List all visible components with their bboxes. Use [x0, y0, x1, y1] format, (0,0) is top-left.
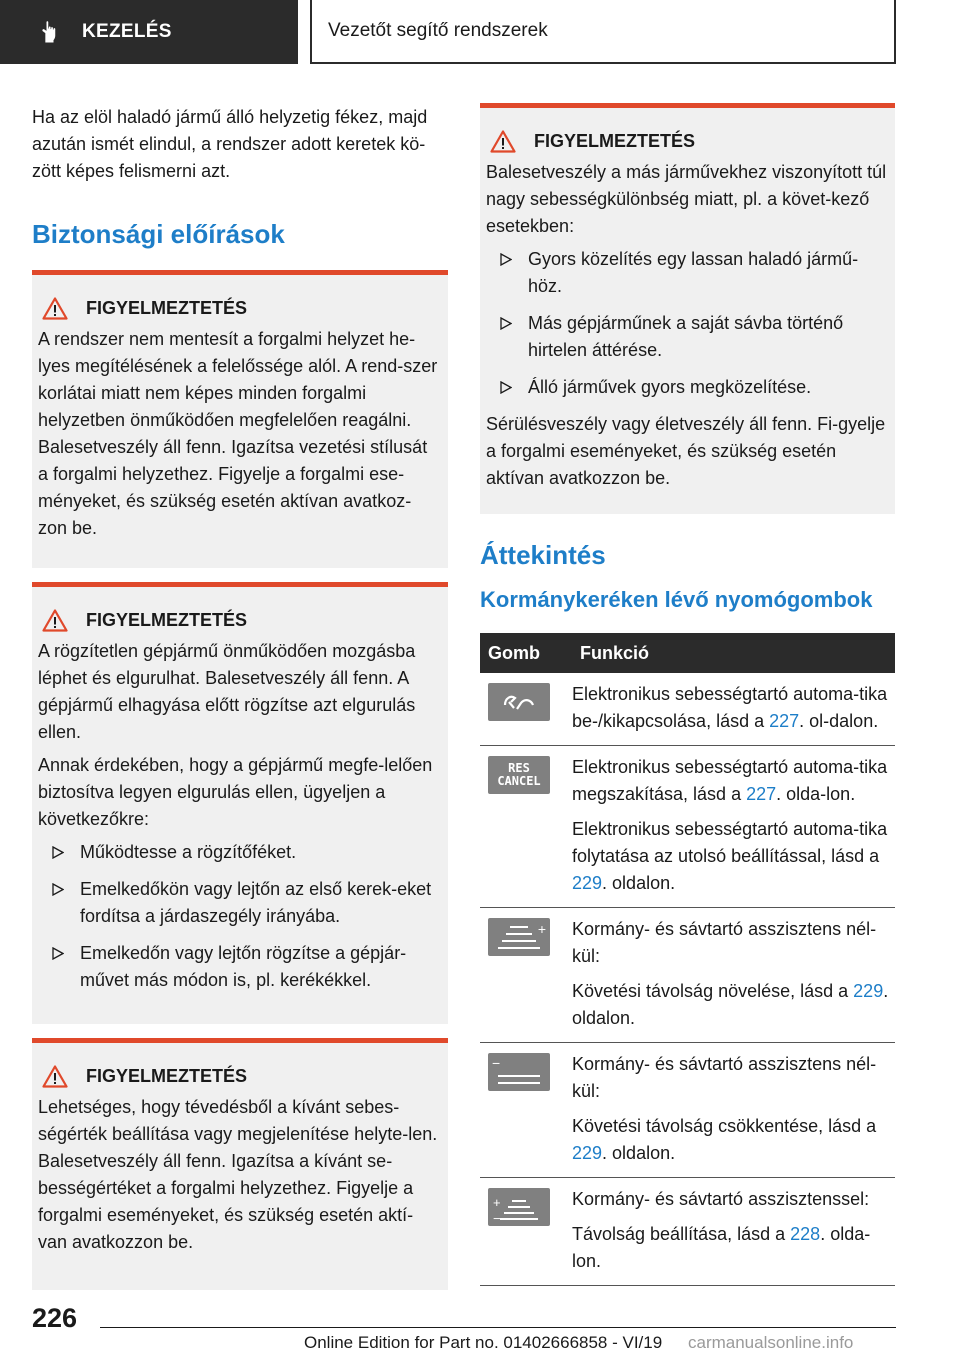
chapter-header	[310, 0, 896, 64]
list-item: Működtesse a rögzítőféket.	[38, 839, 440, 866]
warning-box-3	[32, 1038, 448, 1290]
chapter-title: Vezetőt segítő rendszerek	[328, 20, 548, 41]
triangle-bullet-icon	[500, 253, 512, 266]
warning-title	[38, 297, 440, 320]
warning-text: Annak érdekében, hogy a gépjármű megfe-lelően biztosítva legyen elgurulás ellen, ügyeljen a következőkre:	[38, 755, 433, 829]
warning-triangle-icon	[42, 609, 68, 632]
distance-plus-icon: +	[488, 918, 550, 956]
function-text: Távolság beállítása, lásd a 228. olda-lon.	[572, 1224, 871, 1271]
warning-box-4	[480, 103, 895, 514]
distance-minus-icon: −	[488, 1053, 550, 1091]
function-text: Követési távolság növelése, lásd a 229. oldalon.	[572, 981, 889, 1028]
page-link[interactable]: 229	[572, 873, 603, 893]
distance-plus-minus-icon: + −	[488, 1188, 550, 1226]
cruise-control-icon	[488, 683, 550, 721]
warning-triangle-icon	[42, 297, 68, 320]
warning-box-2	[32, 582, 448, 1024]
warning-title	[486, 130, 887, 153]
table-row	[480, 1178, 895, 1286]
table-row	[480, 673, 895, 746]
warning-title-text: FIGYELMEZTETÉS	[534, 131, 696, 151]
overview-heading: Áttekintés	[480, 540, 606, 570]
function-text: Elektronikus sebességtartó automa-tika folytatása az utolsó beállítással, lásd a 229. oldalon.	[572, 819, 888, 893]
warning-triangle-icon	[42, 1065, 68, 1088]
function-text: Kormány- és sávtartó asszisztenssel:	[572, 1189, 870, 1209]
warning-text: Balesetveszély a más járművekhez viszonyított túl nagy sebességkülönbség miatt, pl. a követ-kező esetekben:	[486, 162, 887, 236]
section-title: KEZELÉS	[82, 21, 172, 42]
warning-title-text: FIGYELMEZTETÉS	[86, 610, 248, 630]
page-link[interactable]: 227	[746, 784, 777, 804]
triangle-bullet-icon	[52, 883, 64, 896]
list-item: Más gépjárműnek a saját sávba történő hirtelen áttérése.	[486, 310, 887, 364]
page-link[interactable]: 229	[572, 1143, 603, 1163]
warning-title	[38, 1065, 440, 1088]
page-number: 226	[32, 1303, 78, 1333]
edition-text: Online Edition for Part no. 01402666858 - VI/19	[304, 1333, 663, 1352]
warning-title	[38, 609, 440, 632]
column-header-button: Gomb	[480, 633, 572, 673]
section-tab[interactable]	[0, 0, 298, 64]
table-row	[480, 746, 895, 908]
triangle-bullet-icon	[500, 317, 512, 330]
warning-text: A rendszer nem mentesít a forgalmi helyzet he-lyes megítélésének a felelőssége alól. A rend-szer korlátai miatt nem képes minden forgalmi helyzetben önműködően megfelelően reagálni. Balesetveszély áll fenn. Igazítsa vezetési stílusát a forgalmi helyzethez. Figyelje a forgalmi ese-ményeket, és szükség esetén aktívan avatkoz-zon be.	[38, 329, 438, 538]
buttons-table	[480, 633, 895, 1286]
warning-text: Sérülésveszély vagy életveszély áll fenn. Fi-gyelje a forgalmi eseményeket, és szükség esetén aktívan avatkozzon be.	[486, 414, 886, 488]
list-item: Álló járművek gyors megközelítése.	[486, 374, 887, 401]
footer-divider	[100, 1327, 896, 1328]
triangle-bullet-icon	[52, 947, 64, 960]
list-item: Emelkedőkön vagy lejtőn az első kerek-eket fordítsa a járdaszegély irányába.	[38, 876, 440, 930]
warning-text: A rögzítetlen gépjármű önműködően mozgásba léphet és elgurulhat. Balesetveszély áll fenn. A gépjármű elhagyása előtt rögzítse azt elgurulás ellen.	[38, 641, 416, 742]
triangle-bullet-icon	[52, 846, 64, 859]
function-text: Kormány- és sávtartó asszisztens nél-kül:	[572, 919, 877, 966]
bullet-list	[486, 246, 887, 401]
list-item: Emelkedőn vagy lejtőn rögzítse a gépjár-művet más módon is, pl. kerékékkel.	[38, 940, 440, 994]
right-column	[480, 103, 895, 1286]
warning-title-text: FIGYELMEZTETÉS	[86, 298, 248, 318]
safety-heading: Biztonsági előírások	[32, 219, 285, 249]
function-text: Elektronikus sebességtartó automa-tika megszakítása, lásd a 227. olda-lon.	[572, 757, 888, 804]
column-header-function: Funkció	[572, 633, 895, 673]
steering-buttons-heading: Kormánykeréken lévő nyomógombok	[480, 587, 873, 612]
warning-text: Lehetséges, hogy tévedésből a kívánt sebes-ségérték beállítása vagy megjelenítése helyte-len. Balesetveszély áll fenn. Igazítsa a kívánt se-bességértéket a forgalmi helyzethez. Figyelje a forgalmi eseményeket, és szükség esetén aktí-van avatkozzon be.	[38, 1097, 438, 1252]
watermark-text: carmanualsonline.info	[688, 1333, 854, 1352]
hand-pointer-icon	[36, 18, 64, 46]
table-header	[480, 633, 895, 673]
page-link[interactable]: 228	[790, 1224, 821, 1244]
left-column	[32, 100, 448, 1290]
table-row	[480, 908, 895, 1043]
table-row	[480, 1043, 895, 1178]
bullet-list	[38, 839, 440, 994]
function-text: Elektronikus sebességtartó automa-tika be-/kikapcsolása, lásd a 227. ol-dalon.	[572, 684, 888, 731]
page-link[interactable]: 227	[769, 711, 800, 731]
warning-triangle-icon	[490, 130, 516, 153]
warning-title-text: FIGYELMEZTETÉS	[86, 1066, 248, 1086]
res-cancel-icon: RES CANCEL	[488, 756, 550, 794]
function-text: Követési távolság csökkentése, lásd a 229. oldalon.	[572, 1116, 877, 1163]
warning-box-1	[32, 270, 448, 568]
triangle-bullet-icon	[500, 381, 512, 394]
page-link[interactable]: 229	[853, 981, 884, 1001]
intro-paragraph: Ha az elöl haladó jármű álló helyzetig fékez, majd azután ismét elindul, a rendszer adott keretek kö-zött képes felismerni azt.	[32, 107, 428, 181]
function-text: Kormány- és sávtartó asszisztens nél-kül:	[572, 1054, 877, 1101]
list-item: Gyors közelítés egy lassan haladó jármű-höz.	[486, 246, 887, 300]
